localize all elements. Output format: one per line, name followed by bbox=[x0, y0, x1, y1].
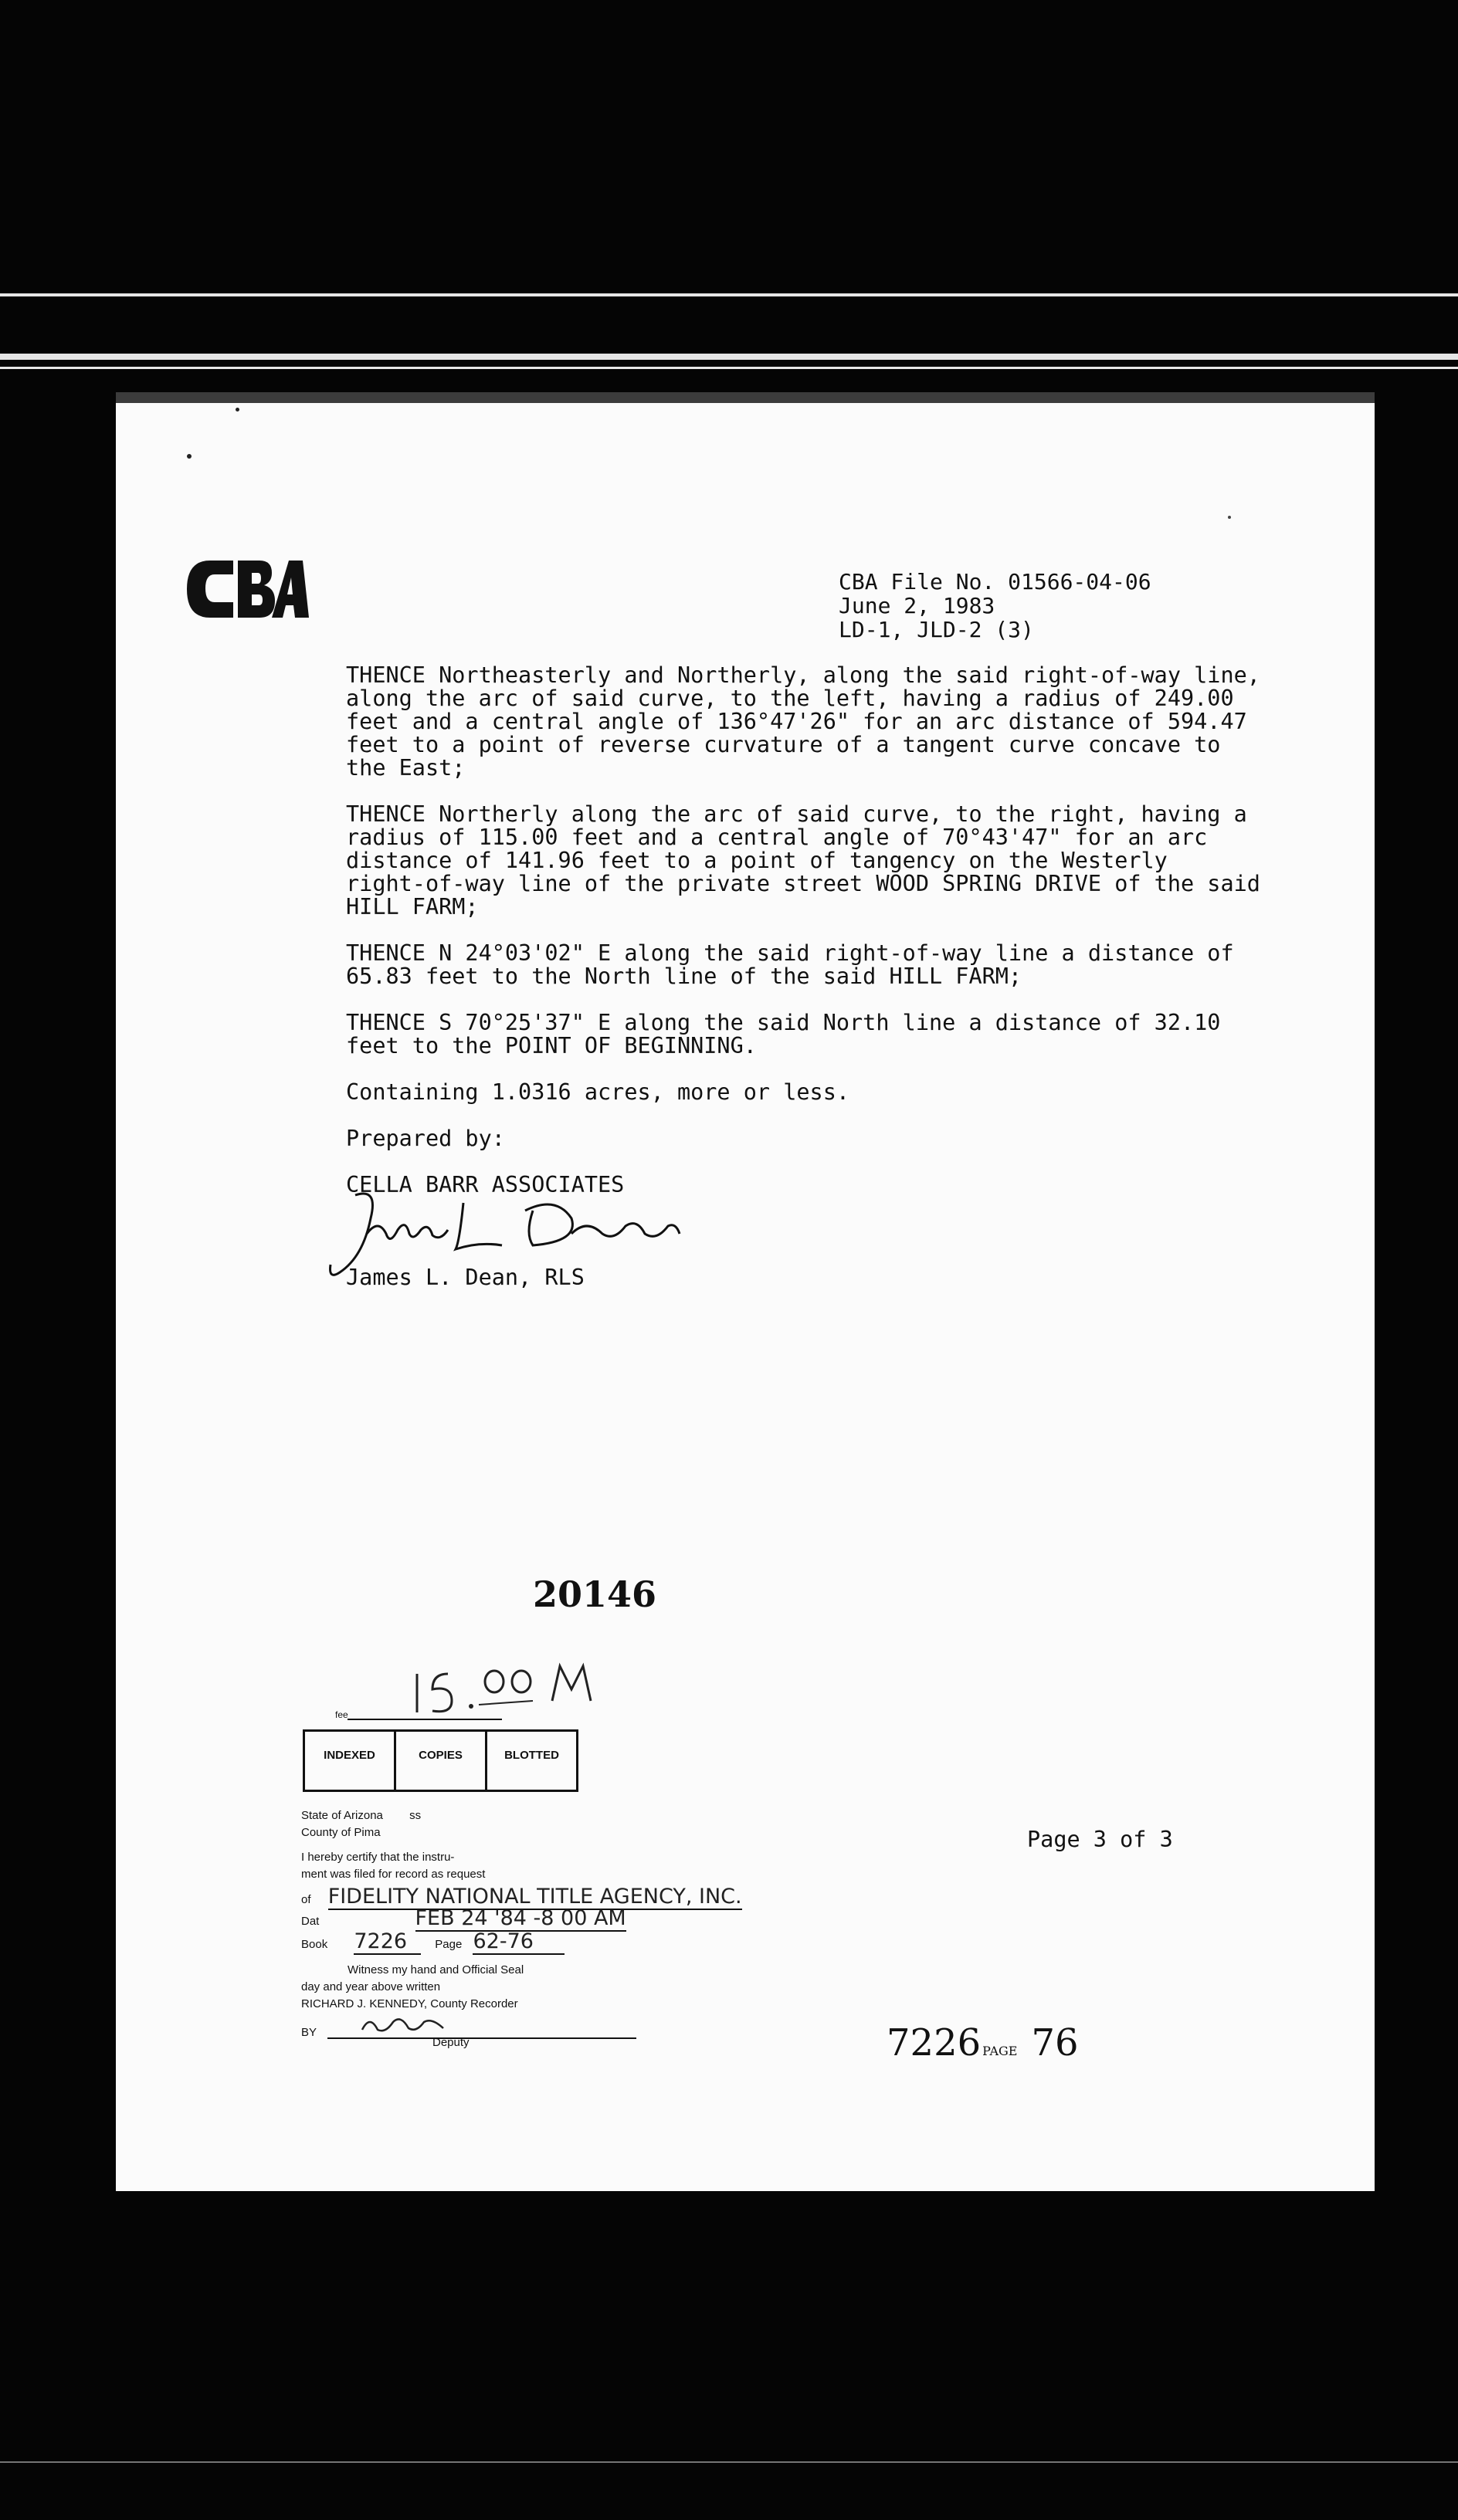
fee-label: fee bbox=[335, 1709, 348, 1720]
recording-stamp-table bbox=[303, 1729, 578, 1792]
scan-edge-line bbox=[0, 354, 1458, 360]
recorder-stamp bbox=[301, 1809, 742, 2053]
day-year-line: day and year above written bbox=[301, 1980, 441, 1993]
witness-line: Witness my hand and Official Seal bbox=[348, 1963, 524, 1976]
book-ref-number: 7226 bbox=[887, 2021, 982, 2064]
page-number: Page 3 of 3 bbox=[1027, 1827, 1173, 1852]
file-number: CBA File No. 01566-04-06 bbox=[839, 569, 1151, 594]
paragraph-2: THENCE Northerly along the arc of said curve, to the right, having a radius of 115.00 feet and a central angle of 70°43'47" for an arc distance of 141.96 feet to a point of tangency on the Westerly right-of-way line of the private street WOOD SPRING DRIVE of the said HILL FARM; bbox=[346, 801, 1260, 920]
blotted-cell: BLOTTED bbox=[487, 1731, 578, 1791]
fee-handwritten bbox=[409, 1658, 610, 1720]
scan-speck bbox=[1228, 516, 1231, 519]
paragraph-4: THENCE S 70°25'37" E along the said North line a distance of 32.10 feet to the POINT OF BEGINNING. bbox=[346, 1010, 1221, 1058]
page-top-shadow bbox=[116, 392, 1375, 403]
paragraph-3: THENCE N 24°03'02" E along the said right-of-way line a distance of 65.83 feet to the North line of the said HILL FARM; bbox=[346, 940, 1234, 989]
deputy-label: Deputy bbox=[432, 2036, 470, 2049]
cba-logo bbox=[179, 554, 310, 624]
recorder-name: RICHARD J. KENNEDY, County Recorder bbox=[301, 1997, 518, 2010]
firm-name: CELLA BARR ASSOCIATES bbox=[346, 1172, 625, 1197]
page-value: 62-76 bbox=[473, 1929, 564, 1955]
file-header bbox=[839, 570, 1151, 642]
book-ref-page: 76 bbox=[1031, 2021, 1079, 2064]
by-label: BY bbox=[301, 2026, 317, 2039]
state-line: State of Arizona bbox=[301, 1809, 383, 1822]
document-number: 20146 bbox=[533, 1573, 657, 1615]
legal-description bbox=[346, 664, 1350, 1197]
county-line: County of Pima bbox=[301, 1826, 381, 1839]
page-label: Page bbox=[435, 1938, 463, 1951]
scan-edge-line bbox=[0, 293, 1458, 296]
indexed-cell: INDEXED bbox=[304, 1731, 395, 1791]
of-label: of bbox=[301, 1893, 311, 1906]
scan-speck bbox=[236, 408, 239, 412]
book-page-reference bbox=[887, 2021, 1079, 2064]
ss-label: ss bbox=[409, 1809, 422, 1822]
recorded-date: FEB 24 '84 -8 00 AM bbox=[415, 1906, 626, 1930]
scan-speck bbox=[187, 454, 192, 459]
file-date: June 2, 1983 bbox=[839, 593, 995, 618]
certify-line-2: ment was filed for record as request bbox=[301, 1868, 486, 1881]
paragraph-1: THENCE Northeasterly and Northerly, along the said right-of-way line, along the arc of said curve, to the left, having a radius of 249.00 feet and a central angle of 136°47'26" for an arc distance of 594.47 feet to a point of reverse curvature of a tangent curve concave to the East; bbox=[346, 662, 1260, 781]
acreage: Containing 1.0316 acres, more or less. bbox=[346, 1079, 850, 1105]
certify-line-1: I hereby certify that the instru- bbox=[301, 1851, 455, 1864]
signer-name: James L. Dean, RLS bbox=[346, 1265, 585, 1290]
book-value: 7226 bbox=[354, 1929, 421, 1955]
book-ref-label: PAGE bbox=[982, 2044, 1018, 2058]
deputy-initials bbox=[358, 2014, 451, 2034]
file-ref: LD-1, JLD-2 (3) bbox=[839, 617, 1034, 642]
scan-edge-line bbox=[0, 367, 1458, 369]
copies-cell: COPIES bbox=[395, 1731, 487, 1791]
document-page bbox=[116, 392, 1375, 2191]
prepared-by: Prepared by: bbox=[346, 1126, 505, 1151]
date-label: Dat bbox=[301, 1915, 320, 1928]
scan-edge-line bbox=[0, 2461, 1458, 2463]
fee-line bbox=[348, 1719, 502, 1720]
book-label: Book bbox=[301, 1938, 328, 1951]
agency-name: FIDELITY NATIONAL TITLE AGENCY, INC. bbox=[327, 1885, 742, 1909]
